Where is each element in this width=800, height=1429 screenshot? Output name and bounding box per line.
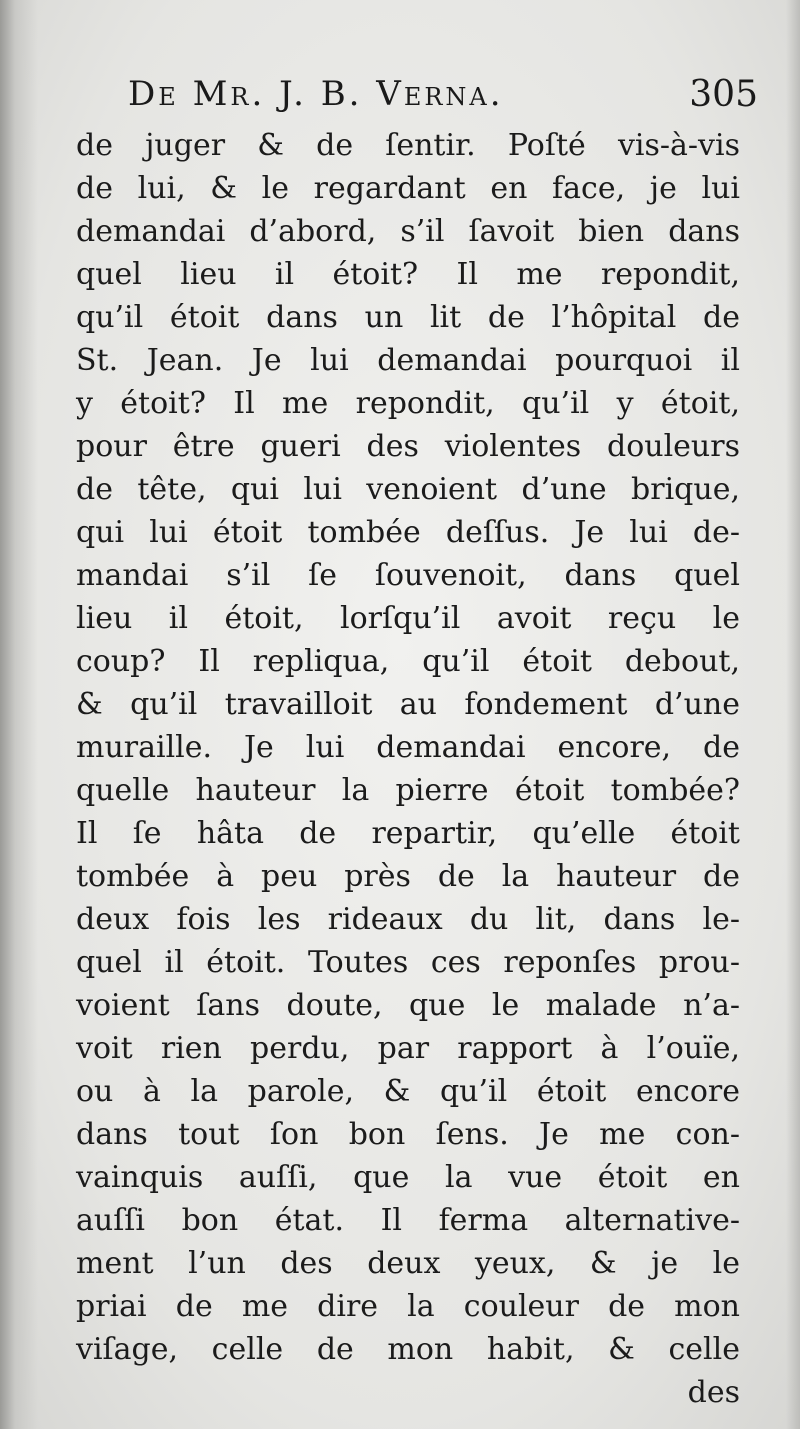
body-text	[76, 124, 740, 1414]
catchword: des	[687, 1375, 740, 1410]
text-line: voit rien perdu, par rapport à l’ouïe,	[76, 1031, 740, 1066]
text-line: deux fois les rideaux du lit, dans le-	[76, 902, 740, 937]
text-line: de juger & de ſentir. Poſté vis-à-vis	[76, 128, 740, 163]
text-line: voient ſans doute, que le malade n’a-	[76, 988, 740, 1023]
text-line: qui lui étoit tombée deſſus. Je lui de-	[76, 515, 740, 550]
text-line: mandai s’il ſe ſouvenoit, dans quel	[76, 558, 740, 593]
text-line: de lui, & le regardant en face, je lui	[76, 171, 740, 206]
text-line: lieu il étoit, lorſqu’il avoit reçu le	[76, 601, 740, 636]
text-line: auſſi bon état. Il ferma alternative-	[76, 1203, 740, 1238]
text-line: coup? Il repliqua, qu’il étoit debout,	[76, 644, 740, 679]
text-line: priai de me dire la couleur de mon	[76, 1289, 740, 1324]
text-line: quel lieu il étoit? Il me repondit,	[76, 257, 740, 292]
text-line: St. Jean. Je lui demandai pourquoi il	[76, 343, 740, 378]
text-line: de tête, qui lui venoient d’une brique,	[76, 472, 740, 507]
text-line: ment l’un des deux yeux, & je le	[76, 1246, 740, 1281]
text-line: pour être gueri des violentes douleurs	[76, 429, 740, 464]
running-head: De Mr. J. B. Verna.	[128, 74, 504, 114]
text-line: ou à la parole, & qu’il étoit encore	[76, 1074, 740, 1109]
text-line: qu’il étoit dans un lit de l’hôpital de	[76, 300, 740, 335]
text-line: tombée à peu près de la hauteur de	[76, 859, 740, 894]
text-line: y étoit? Il me repondit, qu’il y étoit,	[76, 386, 740, 421]
text-line: vainquis auſſi, que la vue étoit en	[76, 1160, 740, 1195]
page-edge-shadow	[786, 0, 800, 1429]
text-line: viſage, celle de mon habit, & celle	[76, 1332, 740, 1367]
text-line: Il ſe hâta de repartir, qu’elle étoit	[76, 816, 740, 851]
text-line: dans tout ſon bon ſens. Je me con-	[76, 1117, 740, 1152]
page-number: 305	[689, 74, 758, 115]
text-line: demandai d’abord, s’il ſavoit bien dans	[76, 214, 740, 249]
text-line: muraille. Je lui demandai encore, de	[76, 730, 740, 765]
text-line: quelle hauteur la pierre étoit tombée?	[76, 773, 740, 808]
gutter-shadow	[0, 0, 38, 1429]
page-header	[128, 74, 758, 120]
text-line: & qu’il travailloit au fondement d’une	[76, 687, 740, 722]
text-line: quel il étoit. Toutes ces reponſes prou-	[76, 945, 740, 980]
